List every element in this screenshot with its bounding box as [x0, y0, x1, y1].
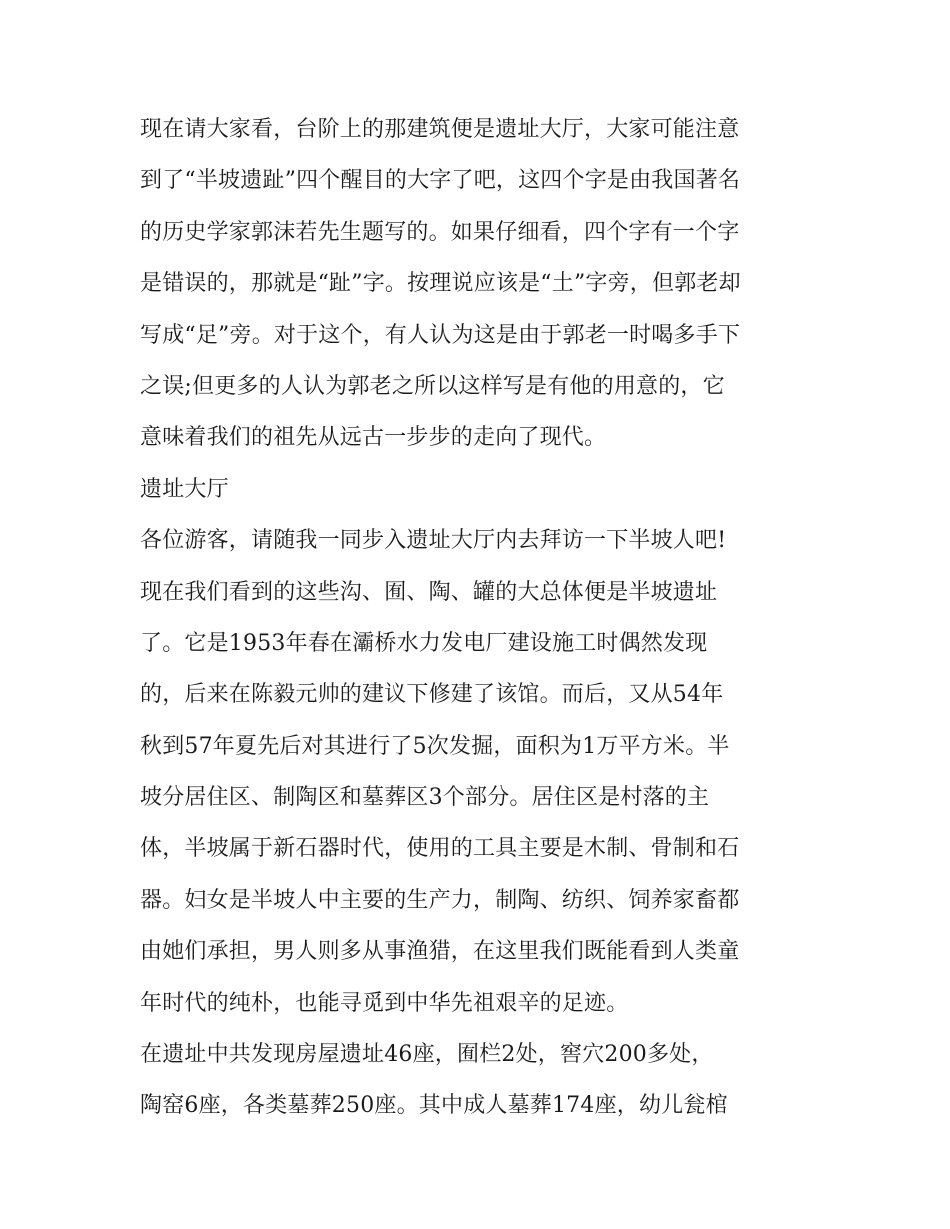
text-line: 的历史学家郭沫若先生题写的。如果仔细看，四个字有一个字 [140, 219, 740, 245]
text-line: 陶窑6座，各类墓葬250座。其中成人墓葬174座，幼儿瓮棺 [140, 1093, 728, 1119]
text-line: 由她们承担，男人则多从事渔猎，在这里我们既能看到人类童 [140, 939, 740, 965]
text-line: 是错误的，那就是“趾”字。按理说应该是“土”字旁，但郭老却 [140, 271, 741, 297]
text-line: 秋到57年夏先后对其进行了5次发掘，面积为1万平方米。半 [140, 733, 730, 759]
text-line: 现在请大家看，台阶上的那建筑便是遗址大厅，大家可能注意 [140, 117, 740, 142]
text-line: 写成“足”旁。对于这个，有人认为这是由于郭老一时喝多手下 [140, 322, 741, 348]
text-line: 器。妇女是半坡人中主要的生产力，制陶、纺织、饲养家畜都 [140, 887, 740, 913]
text-line: 在遗址中共发现房屋遗址46座，囿栏2处，窖穴200多处， [140, 1042, 714, 1068]
text-line: 体，半坡属于新石器时代，使用的工具主要是木制、骨制和石 [140, 836, 740, 862]
text-line: 坡分居住区、制陶区和墓葬区3个部分。居住区是村落的主 [140, 785, 710, 811]
text-line: 的，后来在陈毅元帅的建议下修建了该馆。而后，又从54年 [140, 682, 724, 708]
text-line: 到了“半坡遗趾”四个醒目的大字了吧，这四个字是由我国著名 [140, 168, 741, 194]
text-line: 意味着我们的祖先从远古一步步的走向了现代。 [140, 425, 607, 451]
section-heading: 遗址大厅 [140, 476, 229, 502]
text-line: 年时代的纯朴，也能寻觅到中华先祖艰辛的足迹。 [140, 990, 629, 1016]
text-line: 了。它是1953年春在灞桥水力发电厂建设施工时偶然发现 [140, 630, 708, 656]
text-line: 现在我们看到的这些沟、囿、陶、罐的大总体便是半坡遗址 [140, 579, 718, 605]
document-body [140, 104, 820, 1132]
text-line: 各位游客，请随我一同步入遗址大厅内去拜访一下半坡人吧! [140, 528, 727, 554]
text-line: 之误;但更多的人认为郭老之所以这样写是有他的用意的，它 [140, 373, 725, 399]
